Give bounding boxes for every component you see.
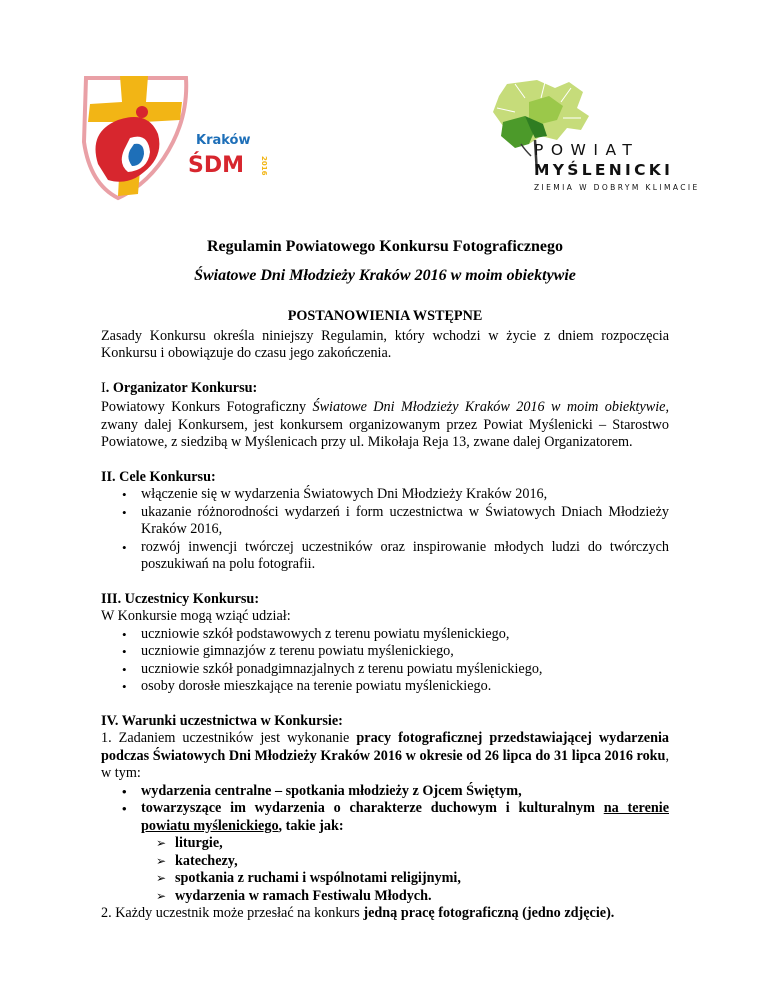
list-item: • wydarzenia centralne – spotkania młodzieży z Ojcem Świętym,: [101, 783, 669, 801]
powiat-line2: MYŚLENICKI: [534, 161, 674, 179]
bullet2-text-b: , takie jak:: [278, 817, 344, 834]
section1-number: I: [101, 379, 106, 396]
powiat-logo-text: [534, 141, 700, 192]
list-item: • osoby dorosłe mieszkające na terenie powiatu myślenickiego.: [101, 678, 669, 696]
bullet2-text-a: towarzyszące im wydarzenia o charakterze duchowym i kulturalnym: [141, 800, 604, 816]
section1-text: [101, 399, 669, 452]
sdm-city-text: Kraków: [196, 133, 251, 148]
section3-list: [101, 626, 669, 696]
list-item: [101, 800, 669, 835]
section1-text-c: zwany dalej Konkursem, jest konkursem organizowanym przez Powiat Myślenicki – Starostwo Powiatowe, z siedzibą w Myślenicach przy ul. Mikołaja Reja 13, zwane dalej Organizatorem.: [101, 416, 669, 450]
document-body: [101, 237, 669, 923]
powiat-line3: ZIEMIA W DOBRYM KLIMACIE: [534, 183, 700, 192]
list-item: • uczniowie szkół ponadgimnazjalnych z terenu powiatu myślenickiego,: [101, 661, 669, 679]
section4-p2-b: jedną pracę fotograficzną (jedno zdjęcie).: [363, 905, 615, 921]
sdm-krakow-logo: [78, 72, 278, 202]
section1-title: . Organizator Konkursu:: [105, 379, 258, 396]
intro-text: Zasady Konkursu określa niniejszy Regulamin, który wchodzi w życie z dniem rozpoczęcia Konkursu i obowiązuje do czasu jego zakończenia.: [101, 327, 669, 361]
document-title: Regulamin Powiatowego Konkursu Fotograficznego: [207, 238, 563, 255]
section3-lead: W Konkursie mogą wziąć udział:: [101, 608, 291, 624]
section1-heading: [101, 380, 669, 398]
section1-text-b: Światowe Dni Młodzieży Kraków 2016 w moim obiektywie,: [312, 399, 670, 415]
sub-list-item: ➢ katechezy,: [101, 853, 669, 871]
list-item: • uczniowie gimnazjów z terenu powiatu myślenickiego,: [101, 643, 669, 661]
section4-sublist: [101, 835, 669, 905]
section4-p1-a: 1. Zadaniem uczestników jest wykonanie: [101, 730, 357, 746]
sub-list-item: ➢ liturgie,: [101, 835, 669, 853]
section4-list: [101, 783, 669, 836]
section4-point2: [101, 905, 669, 923]
list-item: • rozwój inwencji twórczej uczestników oraz inspirowanie młodych ludzi do twórczych poszukiwań na polu fotografii.: [101, 539, 669, 574]
bullet2-underlined: na terenie powiatu myślenickiego: [141, 800, 669, 834]
list-item: • włączenie się w wydarzenia Światowych Dni Młodzieży Kraków 2016,: [101, 486, 669, 504]
section3-title: III. Uczestnicy Konkursu:: [101, 590, 260, 607]
section4-p2-a: 2. Każdy uczestnik może przesłać na konkurs: [101, 905, 364, 921]
list-item: • uczniowie szkół podstawowych z terenu powiatu myślenickiego,: [101, 626, 669, 644]
sdm-name-text: ŚDM: [188, 153, 244, 178]
document-subtitle: Światowe Dni Młodzieży Kraków 2016 w moim obiektywie: [194, 267, 576, 284]
section4-title: IV. Warunki uczestnictwa w Konkursie:: [101, 712, 343, 729]
powiat-line1: POWIAT: [534, 141, 640, 159]
sub-list-item: ➢ wydarzenia w ramach Festiwalu Młodych.: [101, 888, 669, 906]
section4-p1-b: pracy fotograficznej przedstawiającej wydarzenia podczas Światowych Dni Młodzieży Kraków 2016 w okresie od 26 lipca do 31 lipca 2016 roku: [101, 730, 669, 764]
section4-point1: [101, 730, 669, 783]
section2-title: II. Cele Konkursu:: [101, 468, 216, 485]
list-item: • ukazanie różnorodności wydarzeń i form uczestnictwa w Światowych Dniach Młodzieży Kraków 2016,: [101, 504, 669, 539]
intro-heading: POSTANOWIENIA WSTĘPNE: [287, 308, 483, 324]
section2-list: [101, 486, 669, 574]
sdm-year-text: 2016: [260, 156, 268, 176]
section1-text-a: Powiatowy Konkurs Fotograficzny: [101, 399, 313, 415]
section4-p1-c: , w tym:: [101, 747, 669, 781]
sub-list-item: ➢ spotkania z ruchami i wspólnotami religijnymi,: [101, 870, 669, 888]
